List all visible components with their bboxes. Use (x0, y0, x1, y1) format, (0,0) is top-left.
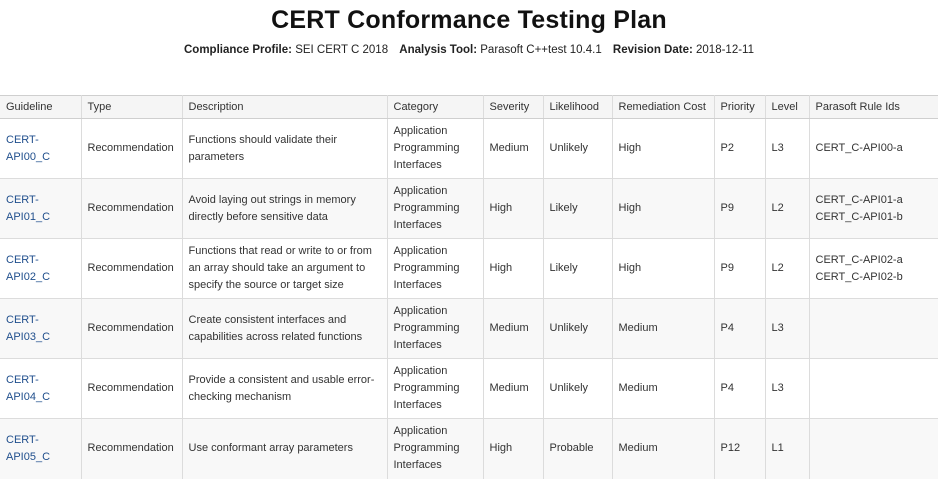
description-cell: Create consistent interfaces and capabilities across related functions (182, 299, 387, 359)
description-cell: Functions that read or write to or from an array should take an argument to specify the source or target size (182, 239, 387, 299)
table-row (0, 299, 938, 359)
table-row (0, 359, 938, 419)
category-cell: Application Programming Interfaces (387, 359, 483, 419)
likelihood-cell: Unlikely (543, 119, 612, 179)
table-header-row (0, 96, 938, 119)
category-cell: Application Programming Interfaces (387, 119, 483, 179)
revision-date (613, 44, 754, 56)
column-header-rule-ids[interactable]: Parasoft Rule Ids (809, 96, 938, 119)
table-row (0, 119, 938, 179)
guideline-cell (0, 179, 81, 239)
description-cell: Provide a consistent and usable error-checking mechanism (182, 359, 387, 419)
likelihood-cell: Probable (543, 419, 612, 479)
analysis-tool (399, 44, 605, 56)
level-cell: L2 (765, 239, 809, 299)
guideline-link[interactable]: CERT-API01_C (6, 193, 51, 223)
type-cell: Recommendation (81, 239, 182, 299)
category-cell: Application Programming Interfaces (387, 179, 483, 239)
category-cell: Application Programming Interfaces (387, 239, 483, 299)
level-cell: L3 (765, 299, 809, 359)
priority-cell: P4 (714, 359, 765, 419)
severity-cell: Medium (483, 119, 543, 179)
remediation-cost-cell: Medium (612, 359, 714, 419)
analysis-tool-value: Parasoft C++test 10.4.1 (480, 44, 602, 56)
guideline-link[interactable]: CERT-API05_C (6, 433, 51, 463)
priority-cell: P12 (714, 419, 765, 479)
column-header-guideline[interactable]: Guideline (0, 96, 81, 119)
remediation-cost-cell: High (612, 239, 714, 299)
level-cell: L1 (765, 419, 809, 479)
guideline-link[interactable]: CERT-API02_C (6, 253, 51, 283)
severity-cell: Medium (483, 299, 543, 359)
description-cell: Functions should validate their parameters (182, 119, 387, 179)
column-header-description[interactable]: Description (182, 96, 387, 119)
level-cell: L3 (765, 119, 809, 179)
severity-cell: Medium (483, 359, 543, 419)
column-header-type[interactable]: Type (81, 96, 182, 119)
type-cell: Recommendation (81, 119, 182, 179)
type-cell: Recommendation (81, 299, 182, 359)
type-cell: Recommendation (81, 179, 182, 239)
rule-id: CERT_C-API02-b (815, 270, 903, 283)
column-header-severity[interactable]: Severity (483, 96, 543, 119)
guideline-link[interactable]: CERT-API04_C (6, 373, 51, 403)
rule-ids-cell (809, 179, 938, 239)
rule-id: CERT_C-API00-a (815, 142, 903, 154)
priority-cell: P9 (714, 239, 765, 299)
priority-cell: P2 (714, 119, 765, 179)
guideline-cell (0, 359, 81, 419)
guideline-link[interactable]: CERT-API00_C (6, 133, 51, 163)
compliance-profile-label: Compliance Profile: (183, 44, 292, 56)
category-cell: Application Programming Interfaces (387, 419, 483, 479)
guideline-cell (0, 119, 81, 179)
severity-cell: High (483, 419, 543, 479)
compliance-profile-value: SEI CERT C 2018 (295, 44, 389, 56)
type-cell: Recommendation (81, 359, 182, 419)
rule-ids-cell (809, 419, 938, 479)
level-cell: L2 (765, 179, 809, 239)
category-cell: Application Programming Interfaces (387, 299, 483, 359)
remediation-cost-cell: High (612, 119, 714, 179)
document-meta (0, 44, 938, 56)
table-row (0, 419, 938, 479)
revision-date-label: Revision Date: (612, 44, 693, 56)
page-title: CERT Conformance Testing Plan (271, 6, 667, 34)
guideline-cell (0, 299, 81, 359)
guideline-link[interactable]: CERT-API03_C (6, 313, 51, 343)
analysis-tool-label: Analysis Tool: (399, 44, 478, 56)
guideline-cell (0, 239, 81, 299)
rule-id: CERT_C-API02-a (815, 253, 903, 266)
likelihood-cell: Likely (543, 179, 612, 239)
type-cell: Recommendation (81, 419, 182, 479)
rule-id: CERT_C-API01-a (815, 193, 903, 206)
description-cell: Use conformant array parameters (182, 419, 387, 479)
priority-cell: P4 (714, 299, 765, 359)
likelihood-cell: Unlikely (543, 359, 612, 419)
compliance-profile (184, 44, 391, 56)
revision-date-value: 2018-12-11 (696, 44, 754, 56)
level-cell: L3 (765, 359, 809, 419)
remediation-cost-cell: High (612, 179, 714, 239)
guidelines-table (0, 95, 938, 479)
column-header-category[interactable]: Category (387, 96, 483, 119)
remediation-cost-cell: Medium (612, 299, 714, 359)
rule-ids-cell (809, 359, 938, 419)
column-header-remediation-cost[interactable]: Remediation Cost (612, 96, 714, 119)
severity-cell: High (483, 239, 543, 299)
priority-cell: P9 (714, 179, 765, 239)
rule-id: CERT_C-API01-b (815, 210, 903, 223)
column-header-priority[interactable]: Priority (714, 96, 765, 119)
column-header-likelihood[interactable]: Likelihood (543, 96, 612, 119)
description-cell: Avoid laying out strings in memory directly before sensitive data (182, 179, 387, 239)
column-header-level[interactable]: Level (765, 96, 809, 119)
table-row (0, 239, 938, 299)
rule-ids-cell (809, 119, 938, 179)
remediation-cost-cell: Medium (612, 419, 714, 479)
severity-cell: High (483, 179, 543, 239)
rule-ids-cell (809, 299, 938, 359)
likelihood-cell: Unlikely (543, 299, 612, 359)
guideline-cell (0, 419, 81, 479)
table-row (0, 179, 938, 239)
likelihood-cell: Likely (543, 239, 612, 299)
rule-ids-cell (809, 239, 938, 299)
